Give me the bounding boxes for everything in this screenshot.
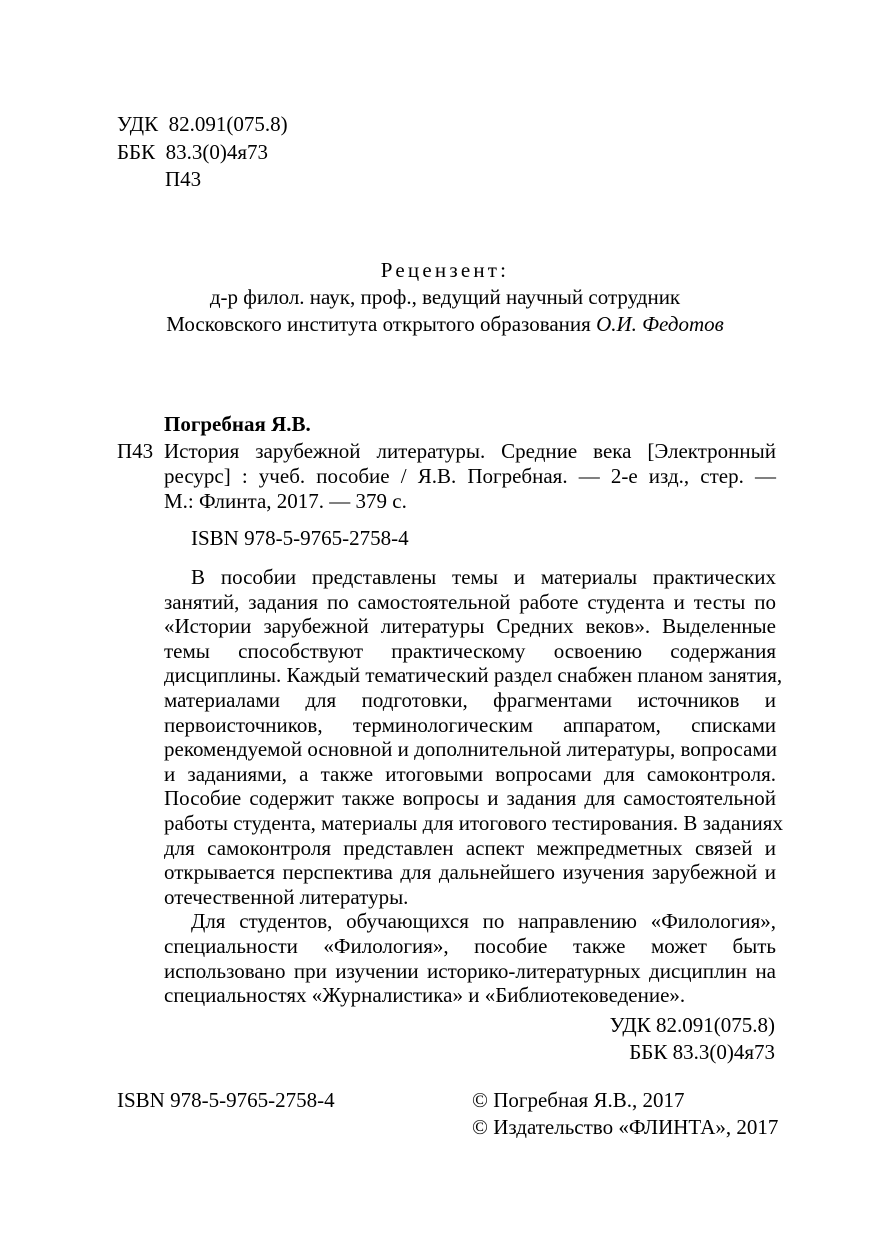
bibliographic-line: История зарубежной литературы. Средние века [Электронный xyxy=(164,439,776,463)
bibliographic-mark: П43 xyxy=(117,439,154,463)
abstract-line: работы студента, материалы для итогового тестирования. В заданиях xyxy=(164,810,783,835)
reviewer-name: О.И. Федотов xyxy=(596,312,724,336)
abstract-line: специальностях «Журналистика» и «Библиотековедение». xyxy=(164,983,686,1008)
copyright-author: © Погребная Я.В., 2017 xyxy=(472,1088,685,1112)
bibliographic-line: ресурс] : учеб. пособие / Я.В. Погребная. — 2-е изд., стер. — xyxy=(164,464,776,488)
abstract-line: Для студентов, обучающихся по направлению «Филология», xyxy=(191,909,776,934)
abstract-line: первоисточников, терминологическим аппаратом, списками xyxy=(164,712,776,737)
abstract-line: Пособие содержит также вопросы и задания для самостоятельной xyxy=(164,786,776,811)
abstract-udk: УДК 82.091(075.8) xyxy=(609,1013,775,1037)
udk-value: 82.091(075.8) xyxy=(168,112,288,136)
abstract-line: «Истории зарубежной литературы Средних веков». Выделенные xyxy=(164,614,776,639)
bbk-value: 83.3(0)4я73 xyxy=(165,140,269,164)
abstract-line: использовано при изучении историко-литературных дисциплин на xyxy=(164,958,776,983)
bibliographic-description xyxy=(164,439,776,514)
abstract xyxy=(164,565,783,1008)
abstract-bbk: ББК 83.3(0)4я73 xyxy=(629,1040,775,1064)
udk-label: УДК xyxy=(117,112,159,136)
bbk-label: ББК xyxy=(117,140,156,164)
abstract-line: рекомендуемой основной и дополнительной литературы, вопросами xyxy=(164,737,777,762)
reviewer-title: Рецензент: xyxy=(380,258,510,282)
abstract-line: и заданиями, а также итоговыми вопросами для самоконтроля. xyxy=(164,761,776,786)
udk-line xyxy=(117,112,288,136)
abstract-line: открывается перспектива для дальнейшего изучения зарубежной и xyxy=(164,860,776,885)
bibliographic-line: М.: Флинта, 2017. — 379 с. xyxy=(164,489,407,513)
book-author: Погребная Я.В. xyxy=(164,412,311,436)
bbk-line xyxy=(117,140,268,164)
abstract-line: материалами для подготовки, фрагментами источников и xyxy=(164,687,776,712)
footer-isbn: ISBN 978-5-9765-2758-4 xyxy=(117,1088,335,1112)
reviewer-line2 xyxy=(117,312,773,336)
bibliographic-isbn: ISBN 978-5-9765-2758-4 xyxy=(191,526,409,550)
abstract-line: для самоконтроля представлен аспект межпредметных связей и xyxy=(164,835,776,860)
copyright-publisher: © Издательство «ФЛИНТА», 2017 xyxy=(472,1115,779,1139)
reviewer-line1: д-р филол. наук, проф., ведущий научный сотрудник xyxy=(209,285,681,309)
abstract-line: отечественной литературы. xyxy=(164,884,409,909)
reviewer-institute: Московского института открытого образования xyxy=(166,312,591,336)
author-mark: П43 xyxy=(165,167,202,191)
abstract-line: темы способствуют практическому освоению содержания xyxy=(164,638,776,663)
abstract-line: дисциплины. Каждый тематический раздел снабжен планом занятия, xyxy=(164,663,783,688)
abstract-line: специальности «Филология», пособие также может быть xyxy=(164,933,776,958)
abstract-line: В пособии представлены темы и материалы практических xyxy=(191,565,776,589)
abstract-line: занятий, задания по самостоятельной работе студента и тесты по xyxy=(164,589,776,614)
